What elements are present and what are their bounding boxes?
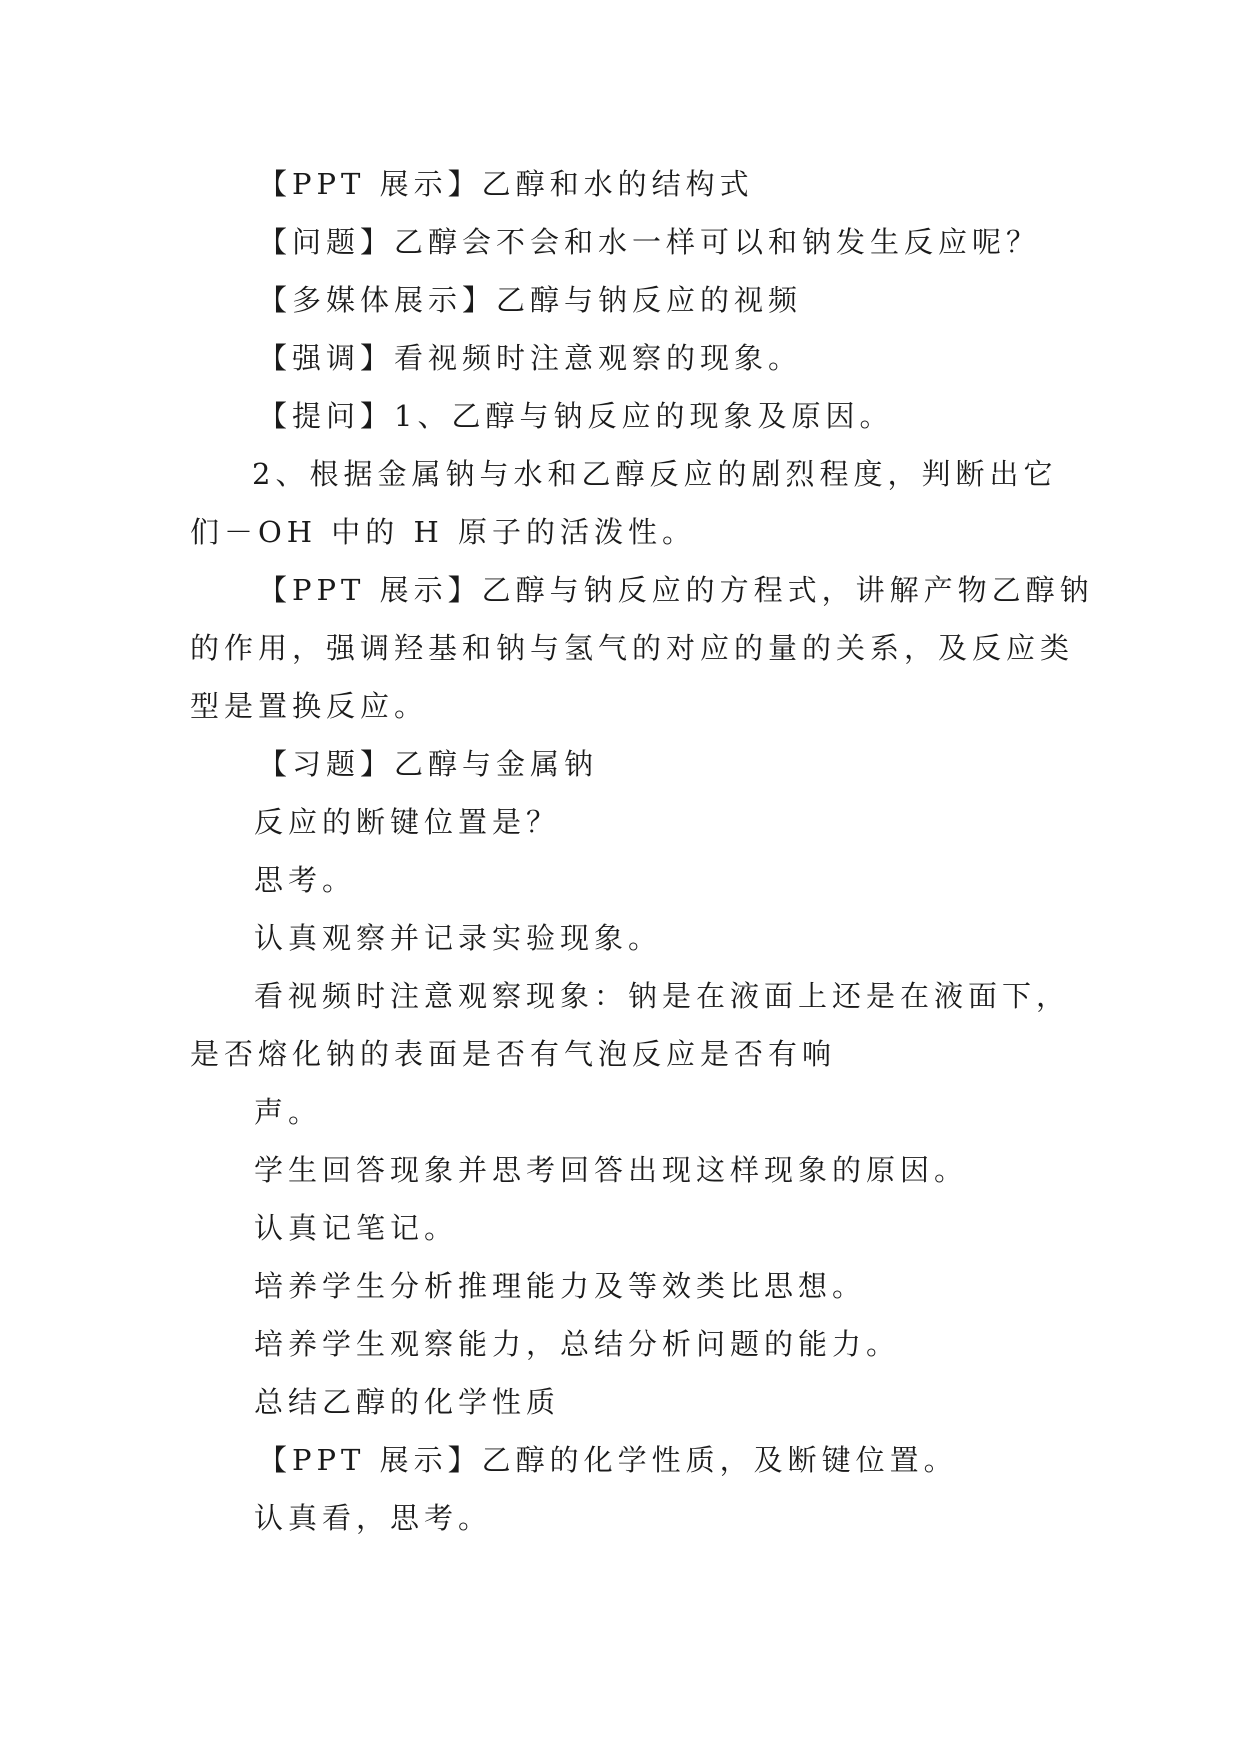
text-line: 看视频时注意观察现象：钠是在液面上还是在液面下，: [254, 979, 1071, 1013]
text-line: 【问题】乙醇会不会和水一样可以和钠发生反应呢？: [258, 225, 1041, 259]
text-line: 思考。: [254, 863, 357, 897]
text-line: 是否熔化钠的表面是否有气泡反应是否有响: [190, 1037, 837, 1071]
text-line: 们－OH 中的 H 原子的活泼性。: [190, 515, 697, 549]
text-line: 培养学生观察能力，总结分析问题的能力。: [254, 1327, 901, 1361]
text-line: 【PPT 展示】乙醇与钠反应的方程式，讲解产物乙醇钠: [258, 573, 1094, 607]
text-line: 认真记笔记。: [254, 1211, 459, 1245]
text-line: 【PPT 展示】乙醇的化学性质，及断键位置。: [258, 1443, 958, 1477]
text-line: 反应的断键位置是？: [254, 805, 561, 839]
text-line: 声。: [254, 1095, 323, 1129]
text-line: 【多媒体展示】乙醇与钠反应的视频: [258, 283, 803, 317]
text-line: 【PPT 展示】乙醇和水的结构式: [258, 167, 754, 201]
text-line: 【提问】1、乙醇与钠反应的现象及原因。: [258, 399, 894, 433]
text-line: 培养学生分析推理能力及等效类比思想。: [254, 1269, 867, 1303]
text-line: 学生回答现象并思考回答出现这样现象的原因。: [254, 1153, 969, 1187]
text-line: 总结乙醇的化学性质: [254, 1385, 561, 1419]
text-line: 【习题】乙醇与金属钠: [258, 747, 599, 781]
text-line: 认真观察并记录实验现象。: [254, 921, 663, 955]
text-line: 2、根据金属钠与水和乙醇反应的剧烈程度，判断出它: [252, 457, 1058, 491]
text-line: 【强调】看视频时注意观察的现象。: [258, 341, 803, 375]
text-line: 的作用，强调羟基和钠与氢气的对应的量的关系，及反应类: [190, 631, 1075, 665]
text-line: 认真看，思考。: [254, 1501, 493, 1535]
text-line: 型是置换反应。: [190, 689, 429, 723]
